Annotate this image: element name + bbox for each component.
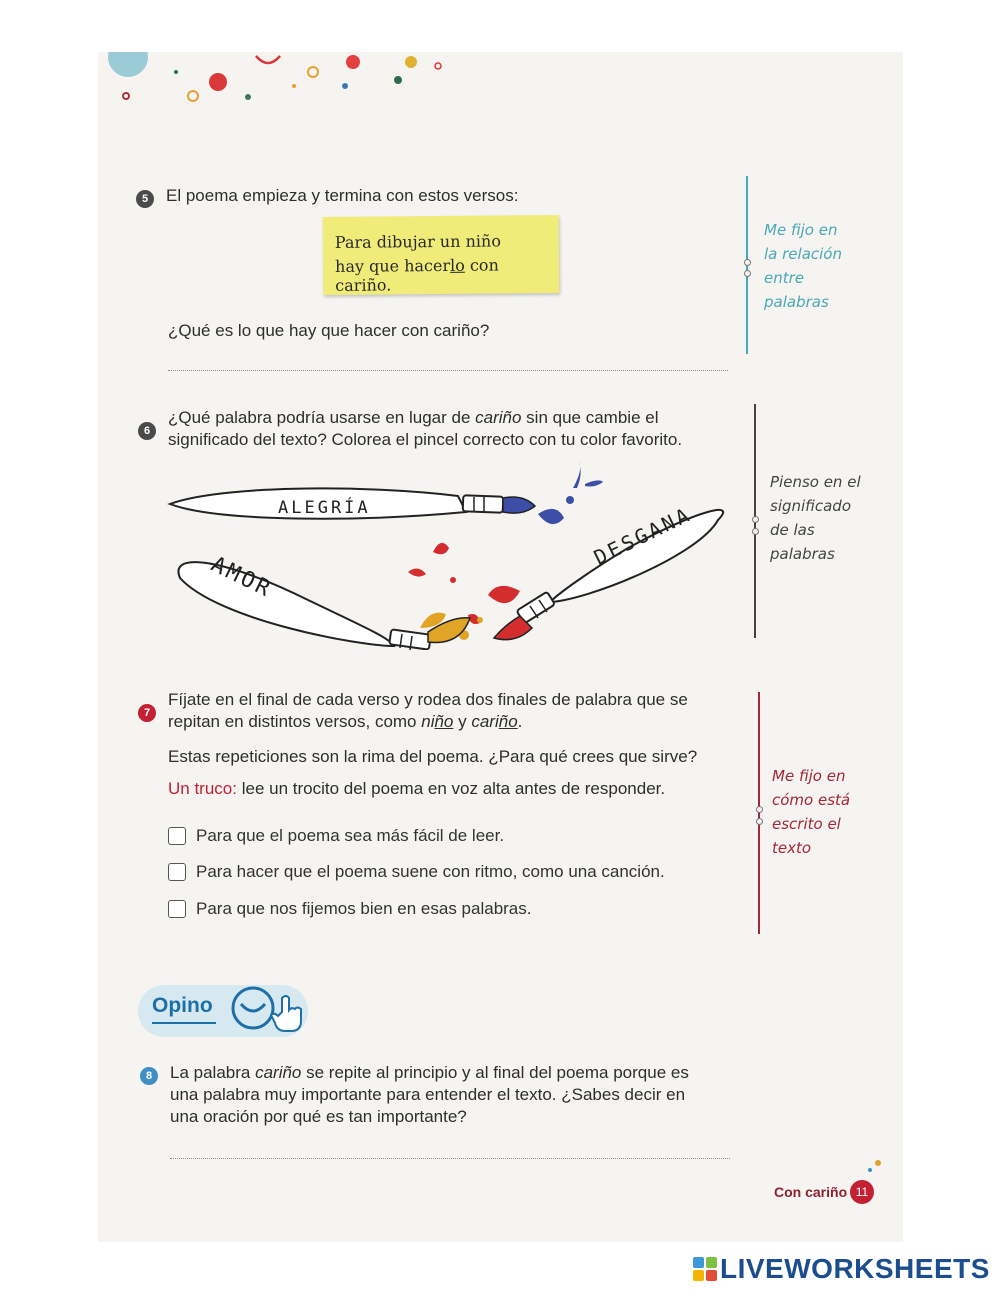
answer-line-5[interactable] bbox=[168, 370, 728, 371]
footer-dots bbox=[866, 1158, 886, 1180]
question-5-question: ¿Qué es lo que hay que hacer con cariño? bbox=[168, 321, 490, 340]
workbook-page bbox=[98, 52, 903, 1242]
q7-word1-stem: ni bbox=[421, 712, 435, 731]
question-8-number: 8 bbox=[140, 1067, 158, 1085]
side-dot bbox=[756, 806, 763, 813]
option-1-label: Para que el poema sea más fácil de leer. bbox=[196, 826, 505, 845]
side-dot bbox=[744, 259, 751, 266]
q8-italic-word: cariño bbox=[255, 1063, 302, 1082]
side-line-7 bbox=[758, 692, 760, 934]
question-7-line-2 bbox=[168, 711, 522, 733]
question-7-tip bbox=[168, 778, 665, 800]
verse-line-2-start: hay que hacer bbox=[335, 255, 451, 276]
tip-label: Un truco: bbox=[168, 779, 237, 798]
option-2-checkbox[interactable] bbox=[168, 863, 186, 881]
question-7-line-3: Estas repeticiones son la rima del poema. ¿Para qué crees que sirve? bbox=[168, 747, 698, 766]
liveworksheets-text: LIVEWORKSHEETS bbox=[720, 1253, 990, 1284]
option-2[interactable] bbox=[168, 860, 665, 884]
option-1[interactable] bbox=[168, 824, 504, 848]
question-6-line-1 bbox=[168, 407, 658, 429]
option-3[interactable] bbox=[168, 897, 531, 921]
page-number: 11 bbox=[850, 1180, 874, 1204]
q7-period: . bbox=[517, 712, 523, 731]
side-dot bbox=[756, 818, 763, 825]
q7-word2-stem: cari bbox=[471, 712, 499, 731]
tip-text: lee un trocito del poema en voz alta antes de responder. bbox=[236, 779, 666, 798]
question-6-number: 6 bbox=[138, 422, 156, 440]
q8-line1-start: La palabra bbox=[170, 1063, 256, 1082]
option-2-label: Para hacer que el poema suene con ritmo, como una canción. bbox=[196, 862, 665, 881]
opino-underline bbox=[152, 1022, 216, 1024]
question-8-line-1 bbox=[170, 1062, 689, 1084]
question-5-prompt: El poema empieza y termina con estos versos: bbox=[166, 186, 519, 205]
q8-line1-end: se repite al principio y al final del poema porque es bbox=[301, 1063, 689, 1082]
q7-word1-ending: ño bbox=[434, 712, 454, 731]
question-7-line-1: Fíjate en el final de cada verso y rodea dos finales de palabra que se bbox=[168, 690, 688, 709]
brush-label-alegria[interactable]: ALEGRÍA bbox=[278, 498, 371, 518]
q6-line1-end: sin que cambie el bbox=[521, 408, 659, 427]
side-note-7: Me fijo en cómo está escrito el texto bbox=[772, 767, 851, 857]
side-note-6: Pienso en el significado de las palabras bbox=[770, 473, 861, 563]
q7-connector: y bbox=[453, 712, 472, 731]
q7-word2-ending: ño bbox=[498, 712, 518, 731]
liveworksheets-logo-icon bbox=[692, 1256, 718, 1282]
option-3-label: Para que nos fijemos bien en esas palabras. bbox=[196, 899, 532, 918]
q6-line1-start: ¿Qué palabra podría usarse en lugar de bbox=[168, 408, 476, 427]
q6-italic-word: cariño bbox=[475, 408, 522, 427]
verse-underlined-word: lo bbox=[450, 255, 465, 275]
option-3-checkbox[interactable] bbox=[168, 900, 186, 918]
question-7-number: 7 bbox=[138, 704, 156, 722]
brush-label-amor[interactable]: AMOR bbox=[207, 552, 277, 603]
brush-label-desgana[interactable]: DESGANA bbox=[590, 501, 696, 570]
verse-line-2 bbox=[335, 255, 559, 295]
brushes-illustration bbox=[158, 460, 738, 650]
question-5-number: 5 bbox=[136, 190, 154, 208]
q7-line2-start: repitan en distintos versos, como bbox=[168, 712, 422, 731]
side-note-5: Me fijo en la relación entre palabras bbox=[764, 221, 842, 311]
liveworksheets-brand bbox=[692, 1253, 990, 1285]
verse-sticky-note bbox=[323, 215, 560, 295]
opino-label: Opino bbox=[152, 994, 213, 1017]
option-1-checkbox[interactable] bbox=[168, 827, 186, 845]
decorative-dots bbox=[98, 52, 458, 112]
question-6-line-2: significado del texto? Colorea el pincel correcto con tu color favorito. bbox=[168, 430, 683, 449]
answer-line-8[interactable] bbox=[170, 1158, 730, 1159]
question-8-line-2: una palabra muy importante para entender el texto. ¿Sabes decir en bbox=[170, 1085, 686, 1104]
question-8-line-3: una oración por qué es tan importante? bbox=[170, 1107, 467, 1126]
smiley-hand-icon bbox=[226, 982, 312, 1034]
verse-line-2-end: con cariño. bbox=[335, 255, 499, 295]
side-dot bbox=[752, 528, 759, 535]
side-dot bbox=[752, 516, 759, 523]
side-dot bbox=[744, 270, 751, 277]
verse-line-1: Para dibujar un niño bbox=[334, 231, 502, 252]
footer-title: Con cariño bbox=[774, 1184, 848, 1200]
